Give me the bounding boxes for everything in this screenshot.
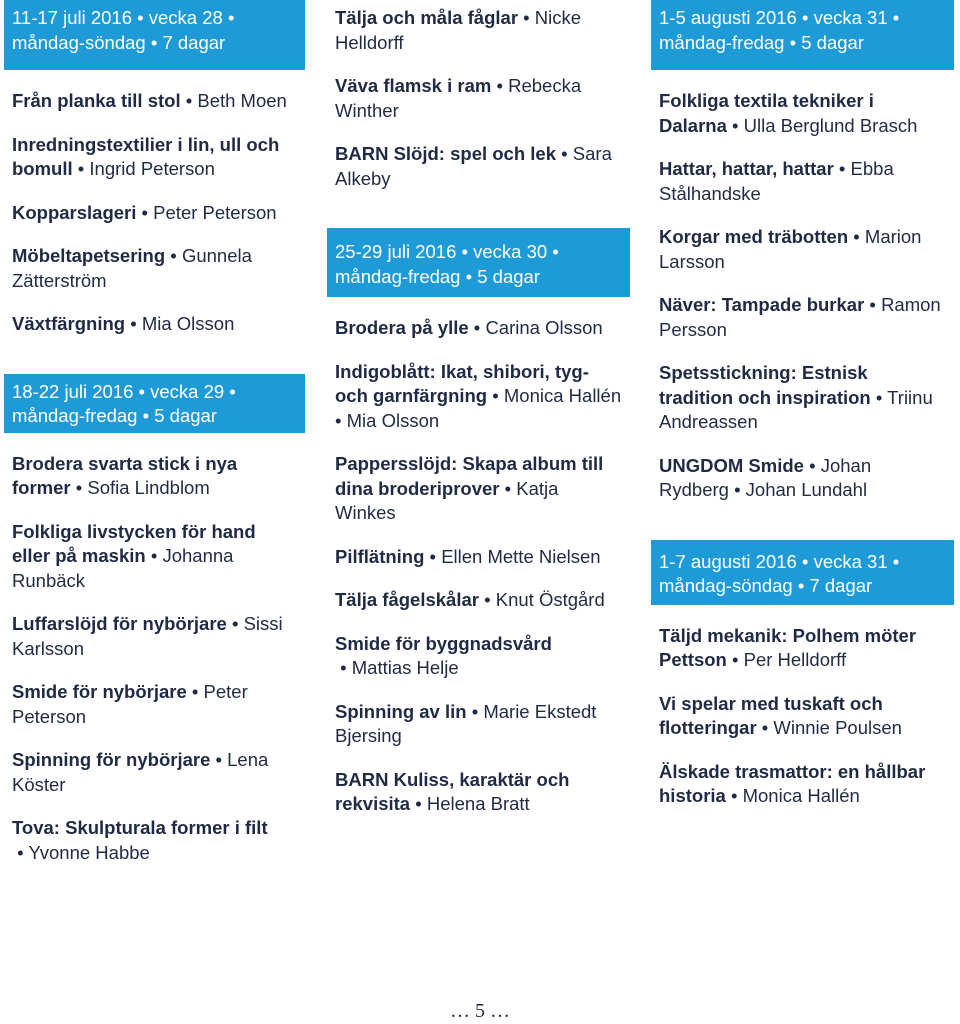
course-title: UNGDOM Smide [659, 454, 804, 476]
bullet-separator: • [864, 294, 882, 315]
course-entry [327, 316, 630, 341]
course-list [4, 89, 305, 337]
course-title: Brodera svarta stick i nya former [12, 452, 238, 498]
bullet-separator: • [725, 785, 743, 806]
header-days-line: måndag-söndag • 7 dagar [12, 31, 226, 53]
bullet-separator: • [848, 226, 865, 247]
course-title: BARN Kuliss, karaktär och rekvisita [335, 768, 570, 814]
course-entry [4, 680, 305, 729]
course-title: Täljd mekanik: Polhem möter Pettson [659, 624, 917, 670]
course-entry [327, 768, 630, 817]
week-header-29 [4, 374, 305, 433]
bullet-separator: • [226, 613, 244, 634]
course-teacher: Per Helldorff [743, 649, 847, 670]
course-title: Spetsstickning: Estnisk tradition och inspiration [659, 362, 871, 408]
course-title: Folkliga textila tekniker i Dalarna [659, 90, 874, 136]
course-entry [327, 142, 630, 191]
course-entry [4, 612, 305, 661]
course-teacher: Lena Köster [12, 749, 269, 795]
course-title: Inredningstextilier i lin, ull och bomull [12, 133, 280, 179]
week-header-28 [4, 0, 305, 70]
course-entry [4, 133, 305, 182]
bullet-separator: • [210, 749, 228, 770]
header-date-line: 1-7 augusti 2016 • vecka 31 • [659, 550, 900, 572]
course-teacher: Johanna Runbäck [12, 545, 234, 591]
course-entry [4, 816, 305, 865]
course-teacher: Gunnela Zätterström [12, 245, 252, 291]
course-title: Spinning av lin [335, 700, 467, 722]
course-title: Tälja och måla fåglar [335, 7, 519, 28]
course-teacher: Katja Winkes [335, 477, 559, 523]
bullet-separator: • [491, 75, 509, 96]
bullet-separator: • [12, 841, 29, 863]
course-entry [4, 520, 305, 594]
bullet-separator: • [803, 454, 821, 476]
course-title: BARN Slöjd: spel och lek [335, 143, 557, 164]
bullet-separator: • [466, 700, 484, 722]
course-list [651, 89, 954, 503]
course-title: Indigoblått: Ikat, shibori, tyg- och garnfärgning [335, 360, 589, 406]
course-entry [651, 157, 954, 206]
course-teacher: Yvonne Habbe [28, 841, 150, 863]
course-list [651, 624, 954, 809]
course-list [327, 6, 630, 191]
bullet-separator: • [165, 245, 182, 266]
bullet-separator: • [125, 313, 142, 334]
course-title: Folkliga livstycken för hand eller på maskin [12, 520, 256, 566]
bullet-separator: • [468, 317, 486, 338]
week-header-31b [651, 540, 954, 605]
course-title: Vi spelar med tuskaft och flotteringar [659, 692, 883, 738]
course-title: Näver: Tampade burkar [659, 294, 865, 315]
course-title: Smide för byggnadsvård [335, 632, 552, 654]
bullet-separator: • [180, 90, 198, 111]
course-teacher: Ingrid Peterson [89, 158, 215, 179]
course-teacher: Mattias Helje [351, 657, 459, 678]
course-teacher: Ellen Mette Nielsen [441, 545, 601, 567]
course-title: Smide för nybörjare [12, 681, 187, 702]
column-middle [327, 0, 630, 817]
course-title: Pilflätning [335, 545, 425, 567]
course-teacher: Nicke Helldorff [335, 7, 582, 53]
header-date-line: 25-29 juli 2016 • vecka 30 • [335, 241, 559, 262]
course-title: Pappersslöjd: Skapa album till dina broderiprover [335, 453, 604, 499]
course-teacher: Marion Larsson [659, 226, 922, 272]
course-entry [327, 632, 630, 681]
course-teacher: Marie Ekstedt Bjersing [335, 700, 597, 746]
page-number: … 5 … [450, 1000, 510, 1022]
course-entry [4, 452, 305, 501]
course-entry [651, 692, 954, 741]
course-entry [327, 74, 630, 123]
week-header-30 [327, 228, 630, 297]
course-title: Möbeltapetsering [12, 245, 166, 266]
course-title: Luffarslöjd för nybörjare [12, 613, 227, 634]
course-teacher: Monica Hallén • Mia Olsson [335, 385, 622, 431]
header-days-line: måndag-fredag • 5 dagar [659, 31, 864, 53]
header-days-line: måndag-söndag • 7 dagar [659, 575, 873, 596]
header-date-line: 11-17 juli 2016 • vecka 28 • [12, 7, 235, 28]
bullet-separator: • [136, 201, 154, 223]
course-title: Tova: Skulpturala former i filt [12, 817, 268, 838]
course-title: Korgar med träbotten [659, 226, 849, 247]
course-teacher: Sissi Karlsson [12, 613, 283, 659]
course-teacher: Winnie Poulsen [773, 717, 902, 738]
bullet-separator: • [186, 681, 204, 702]
bullet-separator: • [70, 477, 88, 498]
header-days-line: måndag-fredag • 5 dagar [12, 405, 217, 426]
column-left [4, 0, 305, 865]
course-teacher: Ramon Persson [659, 294, 941, 340]
course-teacher: Beth Moen [197, 90, 287, 111]
course-title: Älskade trasmattor: en hållbar historia [659, 760, 926, 806]
course-title: Hattar, hattar, hattar [659, 158, 834, 179]
course-entry [327, 360, 630, 434]
week-header-31a [651, 0, 954, 70]
bullet-separator: • [870, 386, 888, 408]
bullet-separator: • [756, 717, 774, 738]
course-teacher: Peter Peterson [12, 681, 248, 727]
course-entry [651, 454, 954, 503]
course-title: Kopparslageri [12, 201, 137, 223]
course-entry [4, 201, 305, 226]
course-title: Brodera på ylle [335, 317, 469, 338]
course-teacher: Knut Östgård [495, 589, 605, 610]
header-date-line: 1-5 augusti 2016 • vecka 31 • [659, 7, 900, 28]
course-teacher: Mia Olsson [141, 313, 235, 334]
column-right [651, 0, 954, 809]
bullet-separator: • [556, 143, 573, 164]
course-entry [651, 760, 954, 809]
course-entry [651, 89, 954, 138]
course-teacher: Ulla Berglund Brasch [743, 114, 918, 136]
course-title: Tälja fågelskålar [335, 589, 479, 610]
course-list [327, 316, 630, 817]
bullet-separator: • [335, 657, 352, 678]
bullet-separator: • [518, 7, 535, 28]
course-entry [4, 748, 305, 797]
course-entry [327, 452, 630, 526]
bullet-separator: • [72, 158, 90, 179]
course-entry [651, 624, 954, 673]
course-entry [327, 700, 630, 749]
course-teacher: Triinu Andreassen [659, 386, 933, 432]
bullet-separator: • [487, 385, 504, 406]
bullet-separator: • [726, 649, 744, 670]
course-teacher: Monica Hallén [742, 785, 860, 806]
course-entry [327, 588, 630, 613]
bullet-separator: • [145, 545, 163, 566]
course-teacher: Carina Olsson [485, 317, 603, 338]
course-title: Spinning för nybörjare [12, 749, 211, 770]
bullet-separator: • [833, 158, 851, 179]
header-date-line: 18-22 juli 2016 • vecka 29 • [12, 380, 236, 402]
course-entry [651, 293, 954, 342]
course-teacher: Sofia Lindblom [87, 477, 210, 498]
course-entry [4, 312, 305, 337]
course-entry [4, 244, 305, 293]
course-entry [327, 545, 630, 570]
course-entry [327, 6, 630, 55]
course-teacher: Sara Alkeby [335, 143, 612, 189]
course-title: Från planka till stol [12, 90, 181, 111]
course-teacher: Johan Rydberg • Johan Lundahl [659, 454, 872, 500]
bullet-separator: • [478, 589, 496, 610]
bullet-separator: • [726, 114, 744, 136]
header-days-line: måndag-fredag • 5 dagar [335, 265, 540, 287]
course-title: Väva flamsk i ram [335, 75, 492, 96]
course-teacher: Helena Bratt [426, 793, 530, 814]
course-entry [651, 225, 954, 274]
bullet-separator: • [499, 477, 517, 499]
course-teacher: Peter Peterson [153, 201, 277, 223]
course-list [4, 452, 305, 866]
course-entry [651, 361, 954, 435]
course-teacher: Rebecka Winther [335, 75, 582, 121]
course-entry [4, 89, 305, 114]
course-title: Växtfärgning [12, 313, 126, 334]
bullet-separator: • [424, 545, 442, 567]
bullet-separator: • [410, 793, 427, 814]
course-teacher: Ebba Stålhandske [659, 158, 894, 204]
